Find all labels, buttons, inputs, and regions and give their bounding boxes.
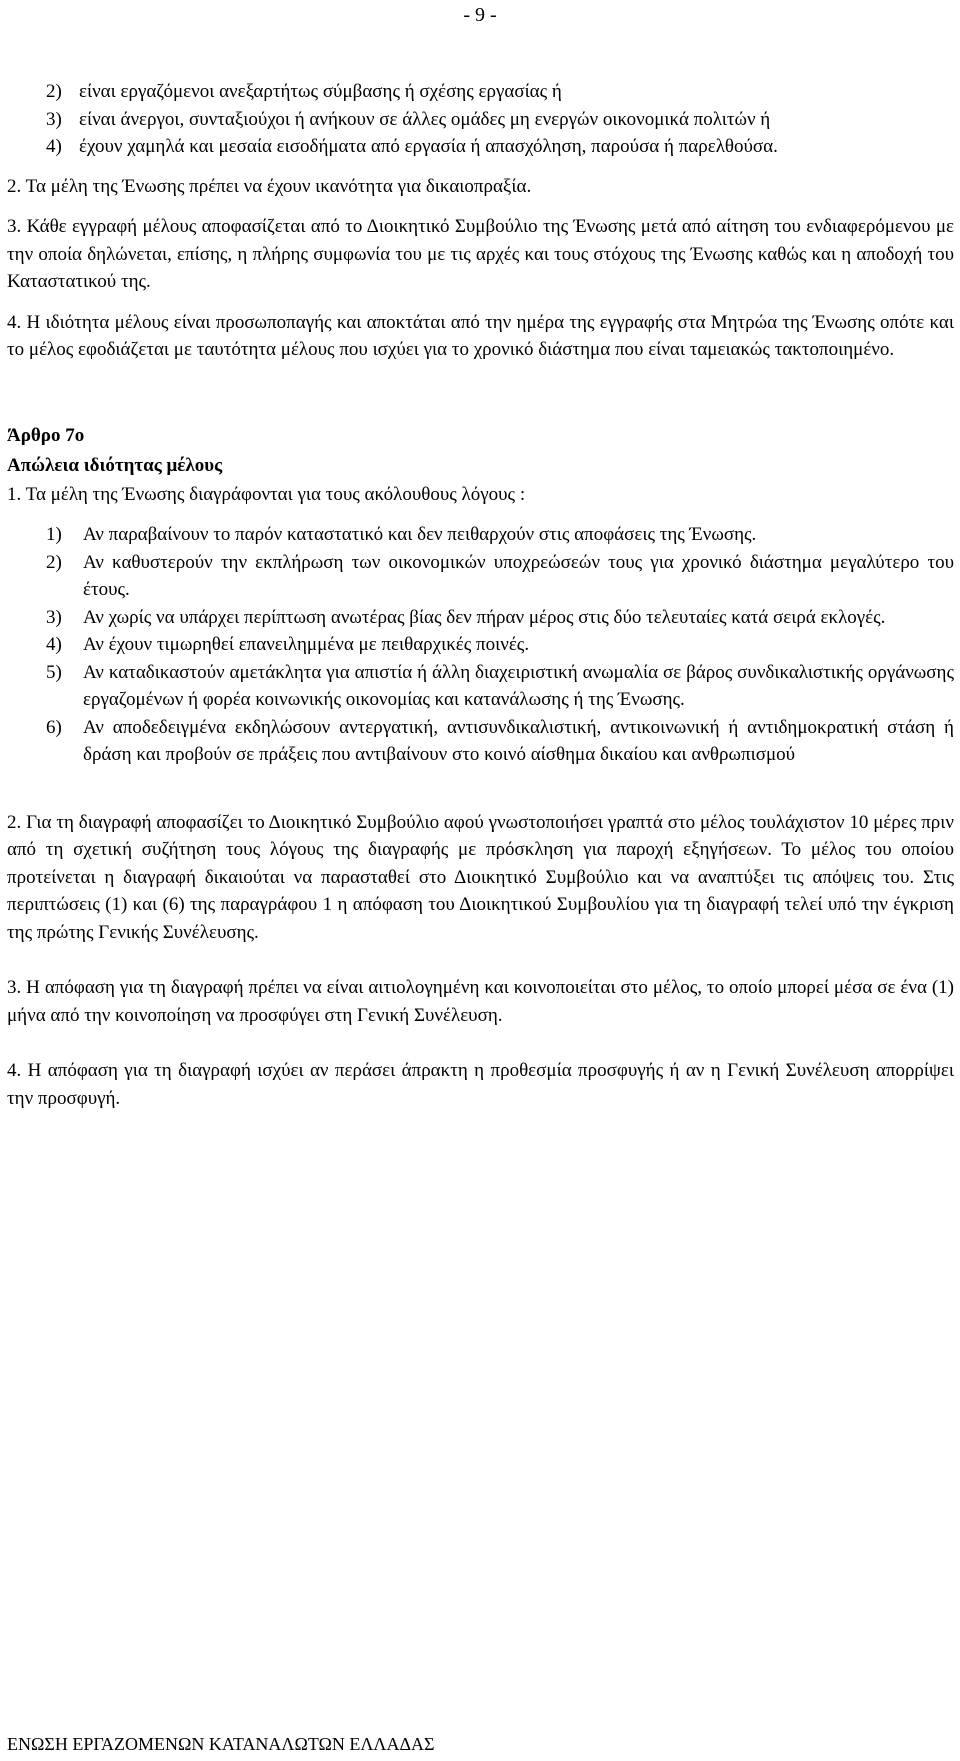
list-item (46, 631, 954, 659)
article-paragraph-4: 4. Η απόφαση για τη διαγραφή ισχύει αν περάσει άπρακτη η προθεσμία προσφυγής ή αν η Γενική Συνέλευση απορρίψει την προσφυγή. (7, 1060, 954, 1109)
list-item-text: είναι άνεργοι, συνταξιούχοι ή ανήκουν σε άλλες ομάδες μη ενεργών οικονομικά πολιτών ή (79, 108, 771, 130)
document-body (7, 78, 954, 1112)
article-paragraph-3: 3. Η απόφαση για τη διαγραφή πρέπει να είναι αιτιολογημένη και κοινοποιείται στο μέλος, το οποίο μπορεί μέσα σε ένα (1) μήνα από την κοινοποίηση να προσφύγει στη Γενική Συνέλευση. (7, 977, 954, 1026)
list-item-text: είναι εργαζόμενοι ανεξαρτήτως σύμβασης ή σχέσης εργασίας ή (79, 81, 562, 102)
list-item (46, 604, 954, 632)
paragraph-2: 2. Τα μέλη της Ένωσης πρέπει να έχουν ικανότητα για δικαιοπραξία. (7, 175, 532, 197)
list-item-number: 3) (46, 108, 62, 130)
list-item-number: 3) (46, 606, 62, 628)
membership-conditions-list (7, 78, 954, 161)
list-item (46, 106, 954, 134)
list-item (46, 133, 954, 161)
list-item-number: 1) (46, 524, 62, 545)
list-item-number: 6) (46, 716, 62, 738)
list-item-text: έχουν χαμηλά και μεσαία εισοδήματα από εργασία ή απασχόληση, παρούσα ή παρελθούσα. (79, 136, 778, 157)
list-item-text: Αν χωρίς να υπάρχει περίπτωση ανωτέρας βίας δεν πήραν μέρος στις δύο τελευταίες κατά σειρά εκλογές. (83, 606, 886, 628)
removal-reasons-list (7, 521, 954, 769)
paragraph-4: 4. Η ιδιότητα μέλους είναι προσωποπαγής και αποκτάται από την ημέρα της εγγραφής στα Μητρώα της Ένωσης οπότε και το μέλος εφοδιάζεται με ταυτότητα μέλους που ισχύει για το χρονικό διάστημα που είναι ταμειακώς τακτοποιημένο. (7, 311, 954, 360)
list-item-number: 2) (46, 551, 62, 573)
footer-organization-name: ΕΝΩΣΗ ΕΡΓΑΖΟΜΕΝΩΝ ΚΑΤΑΝΑΛΩΤΩΝ ΕΛΛΑΔΑΣ (7, 1734, 435, 1754)
list-item-text: Αν έχουν τιμωρηθεί επανειλημμένα με πειθαρχικές ποινές. (83, 634, 530, 655)
list-item-number: 5) (46, 661, 62, 683)
article-paragraph-2: 2. Για τη διαγραφή αποφασίζει το Διοικητικό Συμβούλιο αφού γνωστοποιήσει γραπτά στο μέλος τουλάχιστον 10 μέρες πριν από τη σχετική συζήτηση τους λόγους της διαγραφής με πρόσκληση για παροχή εξηγήσεων. Το μέλος του οποίου προτείνεται η διαγραφή δικαιούται να παρασταθεί στο Διοικητικό Συμβούλιο και να αναπτύξει τις απόψεις του. Στις περιπτώσεις (1) και (6) της παραγράφου 1 η απόφαση του Διοικητικού Συμβουλίου για τη διαγραφή τελεί υπό την έγκριση της πρώτης Γενικής Συνέλευσης. (7, 811, 954, 943)
list-item (46, 521, 954, 549)
article-intro: 1. Τα μέλη της Ένωσης διαγράφονται για τους ακόλουθους λόγους : (7, 483, 526, 505)
paragraph-3: 3. Κάθε εγγραφή μέλους αποφασίζεται από το Διοικητικό Συμβούλιο της Ένωσης μετά από αίτηση του ενδιαφερόμενου με την οποία δηλώνεται, επίσης, η πλήρης συμφωνία του με τις αρχές και τους στόχους της Ένωσης καθώς και η αποδοχή του Καταστατικού της. (7, 216, 954, 292)
list-item-text: Αν καταδικαστούν αμετάκλητα για απιστία ή άλλη διαχειριστική ανωμαλία σε βάρος συνδικαλιστικής οργάνωσης εργαζομένων ή φορέα κοινωνικής οικονομίας και κατανάλωσης ή της Ένωσης. (83, 661, 954, 710)
list-item-number: 4) (46, 634, 62, 655)
list-item (46, 714, 954, 769)
list-item-text: Αν παραβαίνουν το παρόν καταστατικό και δεν πειθαρχούν στις αποφάσεις της Ένωσης. (83, 524, 757, 545)
article-title: Άρθρο 7ο (7, 424, 85, 446)
list-item (46, 549, 954, 604)
list-item (46, 659, 954, 714)
list-item-text: Αν καθυστερούν την εκπλήρωση των οικονομικών υποχρεώσεών τους για χρονικό διάστημα μεγαλύτερο του έτους. (83, 551, 954, 600)
page-number: - 9 - (463, 4, 497, 26)
list-item-number: 4) (46, 136, 62, 157)
list-item-text: Αν αποδεδειγμένα εκδηλώσουν αντεργατική, αντισυνδικαλιστική, αντικοινωνική ή αντιδημοκρατική στάση ή δράση και προβούν σε πράξεις που αντιβαίνουν στο κοινό αίσθημα δικαίου και ανθρωπισμού (83, 716, 954, 765)
article-subtitle: Απώλεια ιδιότητας μέλους (7, 454, 223, 476)
list-item-number: 2) (46, 81, 62, 102)
list-item (46, 78, 954, 106)
